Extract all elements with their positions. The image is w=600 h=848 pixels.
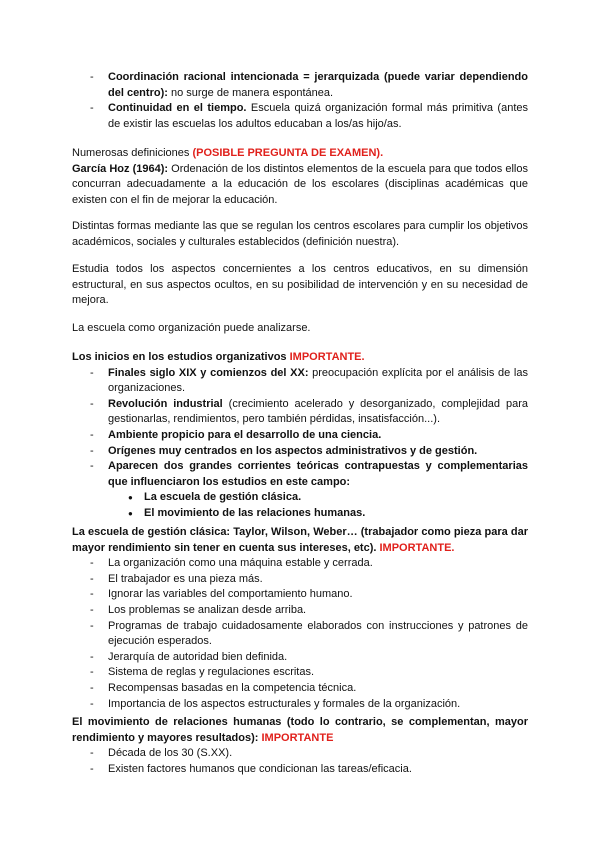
list-item: - Década de los 30 (S.XX). [72,746,528,762]
important-tag: IMPORTANTE. [379,541,455,554]
list-item: - Jerarquía de autoridad bien definida. [72,650,528,666]
exam-tag: (POSIBLE PREGUNTA DE EXAMEN). [192,147,384,159]
sub-list-item: ● El movimiento de las relaciones humanas. [72,506,528,522]
item-bold: Continuidad en el tiempo. [108,102,247,115]
list-item: - Sistema de reglas y regulaciones escritas. [72,665,528,681]
list-item: - Orígenes muy centrados en los aspectos administrativos y de gestión. [72,444,528,460]
paragraph: La escuela como organización puede analizarse. [72,322,311,334]
humanas-heading: El movimiento de relaciones humanas (todo lo contrario, se complementan, mayor rendimiento y mayores resultados): IMPORTANTE [72,716,528,744]
item-text: Escuela quizá organización formal más primitiva (antes de existir las escuelas los adultos educaban a los/as hijo/as. [108,102,529,130]
list-item: - La organización como una máquina estable y cerrada. [72,556,528,572]
important-tag: IMPORTANTE [261,731,334,744]
sub-list-item: ● La escuela de gestión clásica. [72,490,528,506]
top-list [72,70,528,132]
item-text: no surge de manera espontánea. [167,86,334,99]
clasica-section [72,525,528,712]
list-item: - Finales siglo XIX y comienzos del XX: preocupación explícita por el análisis de las organizaciones. [72,366,528,397]
inicios-heading: Los inicios en los estudios organizativos IMPORTANTE. [72,351,365,363]
paragraph: Distintas formas mediante las que se regulan los centros escolares para cumplir los objetivos académicos, sociales y culturales establecidos (definición nuestra). [72,220,528,248]
list-item: - Revolución industrial (crecimiento acelerado y desorganizado, complejidad para gestionarlas, rendimientos, pero también pérdidas, insatisfacción...). [72,397,528,428]
list-item [72,101,528,132]
author: García Hoz (1964): [72,162,169,175]
definitions-section [72,146,528,208]
item-bold: Coordinación racional intencionada = jerarquizada (puede variar dependiendo del centro): [108,71,528,99]
list-item [72,70,528,101]
list-item: - Aparecen dos grandes corrientes teóricas contrapuestas y complementarias que influenciaron los estudios en este campo: [72,459,528,490]
list-item: - Recompensas basadas en la competencia técnica. [72,681,528,697]
definition-garcia-hoz: García Hoz (1964): Ordenación de los distintos elementos de la escuela para que todos ellos concurran adecuadamente a la educación de los escolares (disciplinas académicas que existen con el fin de mejorar la educación. [72,162,528,206]
inicios-section [72,350,528,522]
list-item: - El trabajador es una pieza más. [72,572,528,588]
important-tag: IMPORTANTE. [289,351,365,363]
list-item: - Existen factores humanos que condicionan las tareas/eficacia. [72,762,528,778]
paragraph: Estudia todos los aspectos concernientes a los centros educativos, en su dimensión estructural, en sus aspectos ocultos, en su posibilidad de intervención y en su necesidad de mejora. [72,263,528,307]
list-item: - Importancia de los aspectos estructurales y formales de la organización. [72,697,528,713]
humanas-section [72,715,528,777]
list-item: - Ignorar las variables del comportamiento humano. [72,587,528,603]
list-item: - Los problemas se analizan desde arriba. [72,603,528,619]
list-item: - Ambiente propicio para el desarrollo de una ciencia. [72,428,528,444]
list-item: - Programas de trabajo cuidadosamente elaborados con instrucciones y patrones de ejecución esperados. [72,619,528,650]
clasica-heading: La escuela de gestión clásica: Taylor, Wilson, Weber… (trabajador como pieza para dar mayor rendimiento sin tener en cuenta sus intereses, etc). IMPORTANTE. [72,526,528,554]
definitions-heading: Numerosas definiciones (POSIBLE PREGUNTA DE EXAMEN). [72,147,384,159]
